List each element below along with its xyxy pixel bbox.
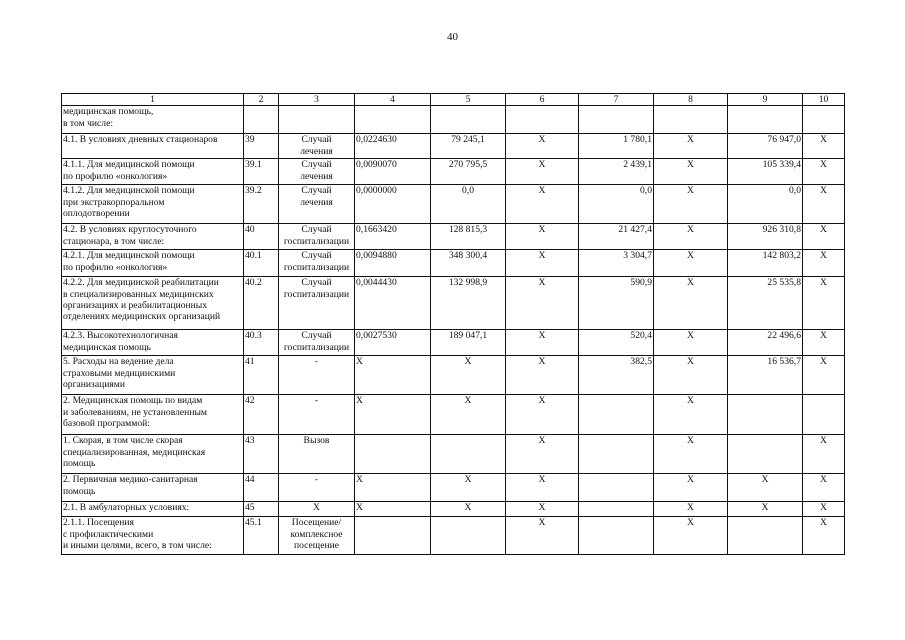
table-cell-col-4: Х bbox=[355, 502, 431, 517]
table-cell-col-10: Х bbox=[803, 250, 845, 277]
table-cell-col-3: Случай лечения bbox=[279, 185, 355, 224]
table-cell-col-5: Х bbox=[431, 474, 506, 502]
table-cell-col-7 bbox=[579, 106, 654, 134]
table-cell-col-6: Х bbox=[506, 224, 579, 250]
table-cell-col-8: Х bbox=[654, 395, 728, 435]
table-cell-col-10 bbox=[803, 106, 845, 134]
table-cell-col-6: Х bbox=[506, 159, 579, 185]
table-cell-col-1: 4.2.1. Для медицинской помощи по профилю «онкология» bbox=[62, 250, 244, 277]
table-row bbox=[62, 330, 845, 356]
table-cell-col-8: Х bbox=[654, 250, 728, 277]
table-cell-col-10: Х bbox=[803, 159, 845, 185]
table-cell-col-8: Х bbox=[654, 224, 728, 250]
table-cell-col-6: Х bbox=[506, 134, 579, 159]
table-cell-col-7 bbox=[579, 502, 654, 517]
table-cell-col-4: 0,1663420 bbox=[355, 224, 431, 250]
table-cell-col-5: 189 047,1 bbox=[431, 330, 506, 356]
table-cell-col-8: Х bbox=[654, 134, 728, 159]
table-cell-col-2: 40.2 bbox=[244, 277, 279, 330]
table-cell-col-9: 926 310,8 bbox=[728, 224, 803, 250]
table-cell-col-6 bbox=[506, 106, 579, 134]
table-cell-col-10: Х bbox=[803, 185, 845, 224]
table-cell-col-6: Х bbox=[506, 356, 579, 395]
table-cell-col-5: 0,0 bbox=[431, 185, 506, 224]
table-cell-col-1: 2.1. В амбулаторных условиях: bbox=[62, 502, 244, 517]
table-cell-col-10: Х bbox=[803, 474, 845, 502]
table-row bbox=[62, 277, 845, 330]
column-header-5: 5 bbox=[431, 94, 506, 106]
table-cell-col-8: Х bbox=[654, 356, 728, 395]
table-cell-col-2: 45.1 bbox=[244, 517, 279, 555]
table-cell-col-4: 0,0000000 bbox=[355, 185, 431, 224]
table-cell-col-7: 382,5 bbox=[579, 356, 654, 395]
table-cell-col-2: 42 bbox=[244, 395, 279, 435]
table-row bbox=[62, 517, 845, 555]
table-cell-col-8: Х bbox=[654, 517, 728, 555]
table-cell-col-7: 3 304,7 bbox=[579, 250, 654, 277]
table-cell-col-10: Х bbox=[803, 224, 845, 250]
table-cell-col-4: Х bbox=[355, 395, 431, 435]
column-header-8: 8 bbox=[654, 94, 728, 106]
table-cell-col-3: Случай госпитализации bbox=[279, 277, 355, 330]
table-cell-col-2: 40.1 bbox=[244, 250, 279, 277]
table-cell-col-6: Х bbox=[506, 330, 579, 356]
page-number: 40 bbox=[447, 31, 458, 43]
column-header-10: 10 bbox=[803, 94, 845, 106]
table-cell-col-4: 0,0044430 bbox=[355, 277, 431, 330]
table-cell-col-5 bbox=[431, 106, 506, 134]
column-header-1: 1 bbox=[62, 94, 244, 106]
table-cell-col-1: 2.1.1. Посещения с профилактическими и иными целями, всего, в том числе: bbox=[62, 517, 244, 555]
table-cell-col-10: Х bbox=[803, 502, 845, 517]
table-cell-col-9: 105 339,4 bbox=[728, 159, 803, 185]
table-cell-col-4: 0,0027530 bbox=[355, 330, 431, 356]
table-cell-col-3: Случай лечения bbox=[279, 159, 355, 185]
table-cell-col-10: Х bbox=[803, 356, 845, 395]
table-cell-col-9: 76 947,0 bbox=[728, 134, 803, 159]
column-header-9: 9 bbox=[728, 94, 803, 106]
table-cell-col-6: Х bbox=[506, 185, 579, 224]
column-header-3: 3 bbox=[279, 94, 355, 106]
table-cell-col-2 bbox=[244, 106, 279, 134]
table-cell-col-7: 520,4 bbox=[579, 330, 654, 356]
table-row bbox=[62, 395, 845, 435]
column-header-6: 6 bbox=[506, 94, 579, 106]
table-cell-col-9: Х bbox=[728, 502, 803, 517]
table-cell-col-4 bbox=[355, 517, 431, 555]
table-cell-col-9: Х bbox=[728, 474, 803, 502]
table-cell-col-10: Х bbox=[803, 277, 845, 330]
table-cell-col-10: Х bbox=[803, 330, 845, 356]
table-cell-col-2: 43 bbox=[244, 435, 279, 474]
table-row bbox=[62, 356, 845, 395]
table-row bbox=[62, 134, 845, 159]
table-row bbox=[62, 224, 845, 250]
table-cell-col-3 bbox=[279, 106, 355, 134]
table-cell-col-6: Х bbox=[506, 435, 579, 474]
table-cell-col-9 bbox=[728, 395, 803, 435]
table-cell-col-9: 0,0 bbox=[728, 185, 803, 224]
table-cell-col-7 bbox=[579, 517, 654, 555]
table-cell-col-5: Х bbox=[431, 502, 506, 517]
table-cell-col-3: Случай лечения bbox=[279, 134, 355, 159]
table-cell-col-8 bbox=[654, 106, 728, 134]
table-row bbox=[62, 106, 845, 134]
table-cell-col-3: Посещение/ комплексное посещение bbox=[279, 517, 355, 555]
table-cell-col-10: Х bbox=[803, 134, 845, 159]
table-row bbox=[62, 435, 845, 474]
table-row bbox=[62, 250, 845, 277]
table-cell-col-8: Х bbox=[654, 330, 728, 356]
table-cell-col-3: - bbox=[279, 474, 355, 502]
table-cell-col-3: - bbox=[279, 395, 355, 435]
table-cell-col-5 bbox=[431, 517, 506, 555]
column-header-2: 2 bbox=[244, 94, 279, 106]
table-cell-col-4 bbox=[355, 435, 431, 474]
column-header-4: 4 bbox=[355, 94, 431, 106]
table-cell-col-2: 40 bbox=[244, 224, 279, 250]
table-cell-col-1: 4.1. В условиях дневных стационаров bbox=[62, 134, 244, 159]
table-row bbox=[62, 474, 845, 502]
table-cell-col-6: Х bbox=[506, 502, 579, 517]
table-cell-col-4: 0,0094880 bbox=[355, 250, 431, 277]
table-cell-col-6: Х bbox=[506, 277, 579, 330]
table-cell-col-8: Х bbox=[654, 502, 728, 517]
table-cell-col-7: 0,0 bbox=[579, 185, 654, 224]
table-cell-col-3: Х bbox=[279, 502, 355, 517]
table-cell-col-3: Случай госпитализации bbox=[279, 224, 355, 250]
table-cell-col-5: 270 795,5 bbox=[431, 159, 506, 185]
table-cell-col-10: Х bbox=[803, 517, 845, 555]
table-cell-col-3: - bbox=[279, 356, 355, 395]
table-cell-col-10 bbox=[803, 395, 845, 435]
table-body bbox=[62, 106, 845, 555]
column-header-7: 7 bbox=[579, 94, 654, 106]
table-cell-col-6: Х bbox=[506, 250, 579, 277]
table-cell-col-3: Случай госпитализации bbox=[279, 250, 355, 277]
table-cell-col-1: 5. Расходы на ведение дела страховыми медицинскими организациями bbox=[62, 356, 244, 395]
table-cell-col-9: 16 536,7 bbox=[728, 356, 803, 395]
table-row bbox=[62, 185, 845, 224]
data-table bbox=[61, 93, 845, 555]
table-cell-col-9 bbox=[728, 106, 803, 134]
table-cell-col-2: 44 bbox=[244, 474, 279, 502]
table-header-row bbox=[62, 94, 845, 106]
table-cell-col-1: 2. Медицинская помощь по видам и заболеваниям, не установленным базовой программой: bbox=[62, 395, 244, 435]
table-cell-col-1: 2. Первичная медико-санитарная помощь bbox=[62, 474, 244, 502]
table-cell-col-9: 25 535,8 bbox=[728, 277, 803, 330]
table-cell-col-7: 590,9 bbox=[579, 277, 654, 330]
table-cell-col-7: 21 427,4 bbox=[579, 224, 654, 250]
table-cell-col-3: Вызов bbox=[279, 435, 355, 474]
table-cell-col-1: 4.1.1. Для медицинской помощи по профилю «онкология» bbox=[62, 159, 244, 185]
table-cell-col-2: 39.2 bbox=[244, 185, 279, 224]
table-cell-col-1: 1. Скорая, в том числе скорая специализированная, медицинская помощь bbox=[62, 435, 244, 474]
table-cell-col-4: 0,0090070 bbox=[355, 159, 431, 185]
table-cell-col-2: 39 bbox=[244, 134, 279, 159]
table-cell-col-1: 4.2.3. Высокотехнологичная медицинская помощь bbox=[62, 330, 244, 356]
table-cell-col-2: 45 bbox=[244, 502, 279, 517]
table-cell-col-5: 348 300,4 bbox=[431, 250, 506, 277]
table-cell-col-9: 142 803,2 bbox=[728, 250, 803, 277]
table-cell-col-8: Х bbox=[654, 185, 728, 224]
table-cell-col-8: Х bbox=[654, 474, 728, 502]
table-cell-col-4 bbox=[355, 106, 431, 134]
table-cell-col-7: 1 780,1 bbox=[579, 134, 654, 159]
table-cell-col-7 bbox=[579, 395, 654, 435]
table-cell-col-1: медицинская помощь, в том числе: bbox=[62, 106, 244, 134]
table-cell-col-1: 4.2.2. Для медицинской реабилитации в специализированных медицинских организациях и реабилитационных отделениях медицинских организаций bbox=[62, 277, 244, 330]
table-cell-col-1: 4.1.2. Для медицинской помощи при экстракорпоральном оплодотворении bbox=[62, 185, 244, 224]
table-cell-col-5: Х bbox=[431, 356, 506, 395]
table-cell-col-5: 132 998,9 bbox=[431, 277, 506, 330]
table-cell-col-7: 2 439,1 bbox=[579, 159, 654, 185]
table-cell-col-5: Х bbox=[431, 395, 506, 435]
table-cell-col-8: Х bbox=[654, 435, 728, 474]
table-cell-col-4: Х bbox=[355, 474, 431, 502]
table-cell-col-3: Случай госпитализации bbox=[279, 330, 355, 356]
table-cell-col-7 bbox=[579, 435, 654, 474]
table-cell-col-9 bbox=[728, 517, 803, 555]
table-cell-col-6: Х bbox=[506, 395, 579, 435]
table-cell-col-4: 0,0224630 bbox=[355, 134, 431, 159]
table-cell-col-5: 128 815,3 bbox=[431, 224, 506, 250]
table-cell-col-2: 41 bbox=[244, 356, 279, 395]
table-cell-col-9: 22 496,6 bbox=[728, 330, 803, 356]
table-cell-col-10: Х bbox=[803, 435, 845, 474]
table-cell-col-8: Х bbox=[654, 277, 728, 330]
table-cell-col-8: Х bbox=[654, 159, 728, 185]
table-cell-col-2: 40.3 bbox=[244, 330, 279, 356]
table-cell-col-9 bbox=[728, 435, 803, 474]
table-row bbox=[62, 502, 845, 517]
table-cell-col-4: Х bbox=[355, 356, 431, 395]
table-cell-col-5: 79 245,1 bbox=[431, 134, 506, 159]
table-cell-col-1: 4.2. В условиях круглосуточного стационара, в том числе: bbox=[62, 224, 244, 250]
table-row bbox=[62, 159, 845, 185]
table-cell-col-5 bbox=[431, 435, 506, 474]
table-cell-col-6: Х bbox=[506, 517, 579, 555]
table-cell-col-6: Х bbox=[506, 474, 579, 502]
table-cell-col-2: 39.1 bbox=[244, 159, 279, 185]
table-cell-col-7 bbox=[579, 474, 654, 502]
